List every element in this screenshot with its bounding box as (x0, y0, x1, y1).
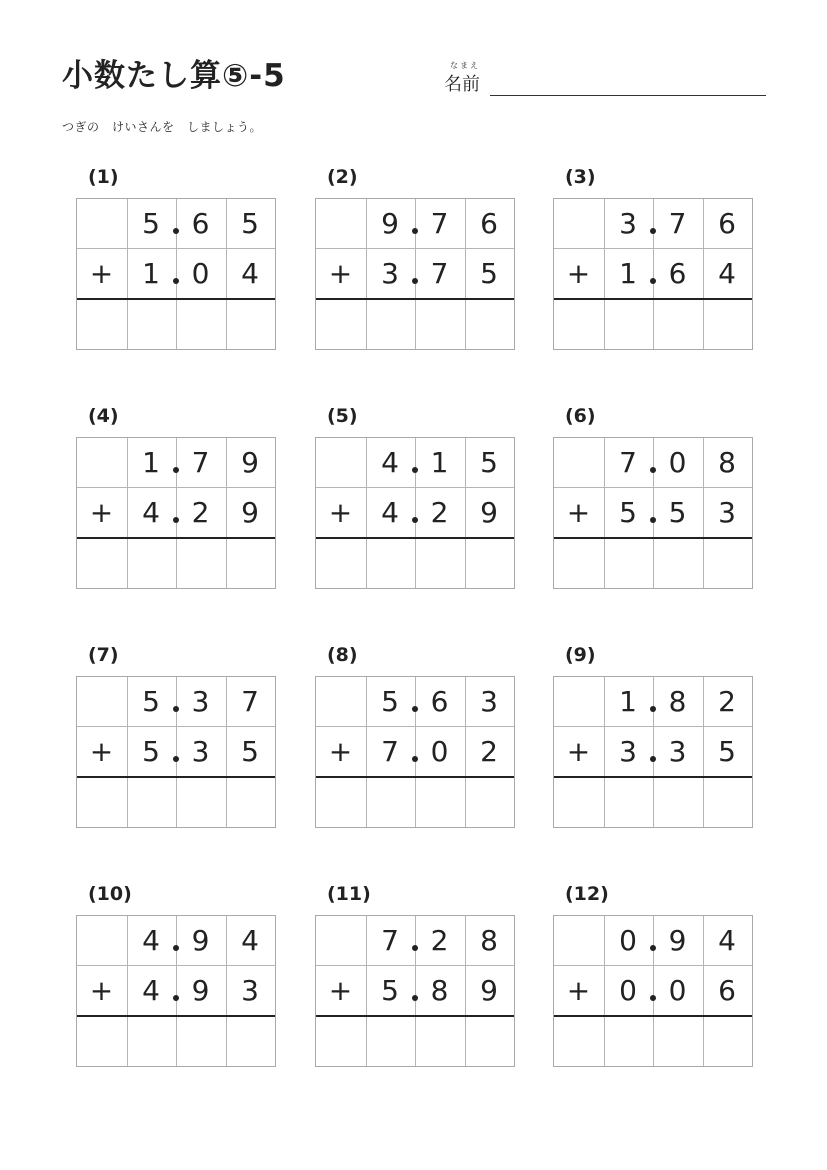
answer-cell[interactable] (465, 778, 514, 827)
answer-cell[interactable] (226, 1017, 275, 1066)
answer-cell[interactable] (226, 539, 275, 588)
bottom-digit: 2 (430, 496, 449, 529)
bottom-digit: 5 (668, 496, 687, 529)
decimal-point (650, 995, 656, 1001)
bottom-digit: 7 (430, 257, 449, 290)
answer-cell[interactable] (465, 1017, 514, 1066)
answer-cell[interactable] (77, 1017, 126, 1066)
bottom-digit: 0 (619, 974, 637, 1007)
answer-cell[interactable] (415, 539, 464, 588)
decimal-point (412, 756, 418, 762)
answer-cell[interactable] (653, 1017, 702, 1066)
top-digit: 5 (381, 685, 399, 718)
answer-cell[interactable] (77, 778, 126, 827)
problem-6 (553, 405, 753, 637)
bottom-digit: 0 (668, 974, 687, 1007)
answer-cell[interactable] (415, 778, 464, 827)
calculation-grid (553, 198, 753, 350)
top-digit: 9 (381, 207, 399, 240)
answer-cell[interactable] (316, 778, 365, 827)
answer-cell[interactable] (366, 1017, 415, 1066)
problem-number: (8) (327, 644, 358, 666)
answer-cell[interactable] (316, 300, 365, 349)
top-digit: 6 (480, 207, 498, 240)
top-digit: 8 (668, 685, 687, 718)
calculation-grid (315, 198, 515, 350)
answer-cell[interactable] (653, 300, 702, 349)
calculation-grid (76, 198, 276, 350)
top-digit: 8 (480, 924, 498, 957)
plus-sign: + (328, 974, 353, 1007)
top-digit: 2 (430, 924, 449, 957)
problem-number: (4) (88, 405, 119, 427)
decimal-point (173, 995, 179, 1001)
bottom-digit: 3 (668, 735, 687, 768)
bottom-digit: 2 (191, 496, 210, 529)
top-digit: 7 (619, 446, 637, 479)
top-digit: 3 (619, 207, 637, 240)
answer-cell[interactable] (703, 539, 752, 588)
problem-8 (315, 644, 515, 876)
answer-cell[interactable] (77, 300, 126, 349)
decimal-point (650, 467, 656, 473)
bottom-digit: 7 (381, 735, 399, 768)
answer-cell[interactable] (703, 778, 752, 827)
decimal-point (412, 995, 418, 1001)
answer-cell[interactable] (604, 539, 653, 588)
top-digit: 6 (430, 685, 449, 718)
bottom-digit: 6 (668, 257, 687, 290)
bottom-digit: 8 (430, 974, 449, 1007)
problem-1 (76, 166, 276, 398)
top-digit: 7 (430, 207, 449, 240)
answer-cell[interactable] (316, 539, 365, 588)
bottom-digit: 5 (718, 735, 736, 768)
answer-cell[interactable] (176, 539, 225, 588)
problem-9 (553, 644, 753, 876)
answer-cell[interactable] (366, 539, 415, 588)
top-digit: 9 (668, 924, 687, 957)
top-digit: 7 (668, 207, 687, 240)
answer-cell[interactable] (554, 300, 603, 349)
plus-sign: + (328, 496, 353, 529)
problem-10 (76, 883, 276, 1115)
bottom-digit: 9 (480, 974, 498, 1007)
decimal-point (173, 945, 179, 951)
bottom-digit: 9 (241, 496, 259, 529)
problem-number: (9) (565, 644, 596, 666)
name-write-line[interactable] (490, 95, 766, 96)
decimal-point (173, 278, 179, 284)
answer-cell[interactable] (604, 300, 653, 349)
calculation-grid (76, 915, 276, 1067)
calculation-grid (315, 915, 515, 1067)
answer-cell[interactable] (366, 778, 415, 827)
problem-number: (3) (565, 166, 596, 188)
answer-cell[interactable] (77, 539, 126, 588)
decimal-point (173, 228, 179, 234)
plus-sign: + (89, 974, 114, 1007)
bottom-digit: 4 (142, 974, 160, 1007)
top-digit: 7 (241, 685, 259, 718)
top-digit: 7 (191, 446, 210, 479)
bottom-digit: 5 (480, 257, 498, 290)
calculation-grid (76, 437, 276, 589)
problem-number: (12) (565, 883, 609, 905)
bottom-digit: 0 (191, 257, 210, 290)
decimal-point (412, 945, 418, 951)
answer-cell[interactable] (316, 1017, 365, 1066)
bottom-digit: 3 (718, 496, 736, 529)
answer-cell[interactable] (703, 300, 752, 349)
bottom-digit: 5 (381, 974, 399, 1007)
answer-cell[interactable] (127, 778, 176, 827)
decimal-point (650, 278, 656, 284)
calculation-grid (553, 437, 753, 589)
problem-number: (10) (88, 883, 132, 905)
plus-sign: + (89, 257, 114, 290)
decimal-point (650, 756, 656, 762)
bottom-digit: 3 (241, 974, 259, 1007)
problem-number: (7) (88, 644, 119, 666)
top-digit: 5 (142, 685, 160, 718)
bottom-digit: 0 (430, 735, 449, 768)
problem-number: (2) (327, 166, 358, 188)
decimal-point (650, 228, 656, 234)
decimal-point (412, 706, 418, 712)
decimal-point (650, 706, 656, 712)
answer-cell[interactable] (226, 778, 275, 827)
name-furigana: なまえ (450, 61, 480, 70)
bottom-digit: 6 (718, 974, 736, 1007)
bottom-digit: 5 (142, 735, 160, 768)
answer-cell[interactable] (366, 300, 415, 349)
plus-sign: + (566, 735, 591, 768)
bottom-digit: 4 (718, 257, 736, 290)
answer-cell[interactable] (604, 778, 653, 827)
top-digit: 1 (430, 446, 449, 479)
answer-cell[interactable] (176, 300, 225, 349)
decimal-point (650, 945, 656, 951)
decimal-point (412, 228, 418, 234)
instruction-text: つぎの けいさんを しましょう。 (62, 120, 263, 134)
problem-number: (11) (327, 883, 371, 905)
top-digit: 6 (718, 207, 736, 240)
top-digit: 3 (191, 685, 210, 718)
bottom-digit: 3 (381, 257, 399, 290)
plus-sign: + (89, 735, 114, 768)
answer-cell[interactable] (653, 539, 702, 588)
calculation-grid (553, 915, 753, 1067)
decimal-point (173, 467, 179, 473)
top-digit: 9 (241, 446, 259, 479)
decimal-point (650, 517, 656, 523)
top-digit: 0 (619, 924, 637, 957)
problem-2 (315, 166, 515, 398)
decimal-point (173, 756, 179, 762)
answer-cell[interactable] (604, 1017, 653, 1066)
bottom-digit: 3 (619, 735, 637, 768)
decimal-point (412, 278, 418, 284)
bottom-digit: 4 (142, 496, 160, 529)
top-digit: 2 (718, 685, 736, 718)
problem-number: (5) (327, 405, 358, 427)
decimal-point (412, 517, 418, 523)
top-digit: 4 (381, 446, 399, 479)
decimal-point (173, 706, 179, 712)
bottom-digit: 9 (480, 496, 498, 529)
bottom-digit: 1 (142, 257, 160, 290)
decimal-point (173, 517, 179, 523)
answer-cell[interactable] (554, 539, 603, 588)
top-digit: 5 (480, 446, 498, 479)
answer-cell[interactable] (176, 1017, 225, 1066)
top-digit: 5 (142, 207, 160, 240)
answer-cell[interactable] (703, 1017, 752, 1066)
plus-sign: + (566, 496, 591, 529)
answer-cell[interactable] (415, 1017, 464, 1066)
answer-cell[interactable] (127, 300, 176, 349)
answer-cell[interactable] (127, 1017, 176, 1066)
name-field[interactable] (444, 60, 766, 100)
worksheet-title: 小数たし算⑤-5 (62, 58, 286, 94)
answer-cell[interactable] (465, 539, 514, 588)
answer-cell[interactable] (415, 300, 464, 349)
answer-cell[interactable] (554, 1017, 603, 1066)
calculation-grid (315, 676, 515, 828)
problem-number: (1) (88, 166, 119, 188)
top-digit: 9 (191, 924, 210, 957)
top-digit: 1 (142, 446, 160, 479)
top-digit: 1 (619, 685, 637, 718)
top-digit: 4 (241, 924, 259, 957)
name-label: 名前 (444, 74, 480, 95)
calculation-grid (315, 437, 515, 589)
top-digit: 4 (142, 924, 160, 957)
plus-sign: + (89, 496, 114, 529)
plus-sign: + (566, 257, 591, 290)
bottom-digit: 5 (619, 496, 637, 529)
problem-12 (553, 883, 753, 1115)
problem-11 (315, 883, 515, 1115)
top-digit: 4 (718, 924, 736, 957)
top-digit: 0 (668, 446, 687, 479)
plus-sign: + (566, 974, 591, 1007)
top-digit: 8 (718, 446, 736, 479)
bottom-digit: 5 (241, 735, 259, 768)
calculation-grid (76, 676, 276, 828)
top-digit: 7 (381, 924, 399, 957)
answer-cell[interactable] (554, 778, 603, 827)
calculation-grid (553, 676, 753, 828)
bottom-digit: 3 (191, 735, 210, 768)
decimal-point (412, 467, 418, 473)
problem-5 (315, 405, 515, 637)
answer-cell[interactable] (226, 300, 275, 349)
answer-cell[interactable] (176, 778, 225, 827)
plus-sign: + (328, 735, 353, 768)
problem-4 (76, 405, 276, 637)
problem-7 (76, 644, 276, 876)
problem-3 (553, 166, 753, 398)
bottom-digit: 2 (480, 735, 498, 768)
top-digit: 5 (241, 207, 259, 240)
top-digit: 3 (480, 685, 498, 718)
answer-cell[interactable] (653, 778, 702, 827)
answer-cell[interactable] (465, 300, 514, 349)
answer-cell[interactable] (127, 539, 176, 588)
problem-number: (6) (565, 405, 596, 427)
top-digit: 6 (191, 207, 210, 240)
bottom-digit: 4 (241, 257, 259, 290)
bottom-digit: 9 (191, 974, 210, 1007)
bottom-digit: 4 (381, 496, 399, 529)
plus-sign: + (328, 257, 353, 290)
bottom-digit: 1 (619, 257, 637, 290)
